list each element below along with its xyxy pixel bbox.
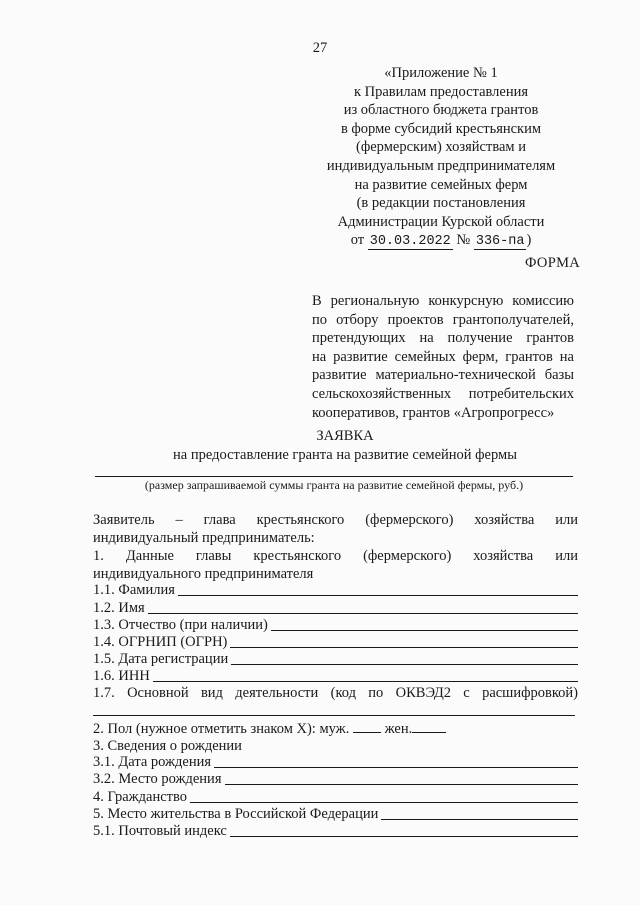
field-birth-date[interactable] [93,754,578,771]
field-blank[interactable] [148,612,578,614]
field-label: 1.2. Имя [93,600,145,616]
field-last-name[interactable] [93,582,578,599]
applicant-line-2: индивидуальный предприниматель: [93,530,315,546]
appendix-header [320,64,562,252]
header-line: в форме субсидий крестьянским [340,120,542,137]
field-blank[interactable] [190,801,578,803]
field-registration-date[interactable] [93,651,578,668]
field-label: 1.4. ОГРНИП (ОГРН) [93,634,228,650]
field-birth-place[interactable] [93,771,578,788]
header-line: Администрации Курской области [337,213,545,230]
field-ogrnip[interactable] [93,634,578,651]
grant-amount-caption: (размер запрашиваемой суммы гранта на развитие семейной фермы, руб.) [144,478,524,492]
field-blank[interactable] [231,663,578,665]
field-main-activity-label: 1.7. Основной вид деятельности (код по ОКВЭД2 с расшифровкой) [93,685,578,701]
field-label: 1.1. Фамилия [93,582,175,598]
field-postal-code[interactable] [93,823,578,840]
addressee-line: развитие материально-технической базы [312,367,574,384]
addressee-block [312,292,574,422]
document-subtitle: на предоставление гранта на развитие семейной фермы [173,447,517,463]
addressee-line: на развитие семейных ферм, грантов на [312,348,574,365]
header-line: на развитие семейных ферм [354,176,528,193]
header-line: к Правилам предоставления [353,83,529,100]
field-blank[interactable] [381,818,578,820]
field-blank[interactable] [178,594,578,596]
field-main-activity-blank[interactable] [93,715,575,716]
date-value: 30.03.2022 [369,234,451,250]
field-inn[interactable] [93,668,578,685]
header-line: (фермерским) хозяйствам и [356,139,526,156]
grant-amount-field[interactable] [95,476,573,477]
addressee-line: В региональную конкурсную комиссию [312,293,574,309]
document-title: ЗАЯВКА [316,428,374,444]
closing-paren: ) [526,232,532,249]
field-label: жен. [384,721,413,737]
addressee-line: кооперативов, грантов «Агропрогресс» [312,404,555,421]
field-label: 1.5. Дата регистрации [93,651,229,667]
field-blank[interactable] [271,629,578,631]
header-line: индивидуальным предпринимателям [326,157,556,174]
header-line: из областного бюджета грантов [343,102,539,119]
page-number: 27 [312,40,328,56]
gender-male-blank[interactable] [353,720,381,733]
field-label: 4. Гражданство [93,789,188,805]
section-1-line-2: индивидуального предпринимателя [93,566,314,582]
field-label: 1.3. Отчество (при наличии) [93,617,268,633]
field-gender [93,720,446,738]
form-label: ФОРМА [525,255,581,271]
field-label: 3.1. Дата рождения [93,754,212,770]
date-prefix: от [350,232,365,249]
field-blank[interactable] [153,680,578,682]
header-line: (в редакции постановления [356,195,526,212]
header-line: «Приложение № 1 [384,65,498,81]
field-label: 3.2. Место рождения [93,771,222,787]
field-blank[interactable] [225,783,579,785]
field-label: 2. Пол (нужное отметить знаком Х): муж. [93,721,350,737]
addressee-line: по отбору проектов грантополучателей, [312,311,574,328]
field-blank[interactable] [230,835,578,837]
field-blank[interactable] [230,646,578,648]
field-first-name[interactable] [93,600,578,617]
applicant-line-1: Заявитель – глава крестьянского (фермерского) хозяйства или [93,512,578,528]
gender-female-blank[interactable] [412,720,446,733]
section-birth-info: 3. Сведения о рождении [93,738,242,754]
field-label: 5. Место жительства в Российской Федерации [93,806,379,822]
number-value: 336-па [475,234,525,250]
field-label: 5.1. Почтовый индекс [93,823,227,839]
field-patronymic[interactable] [93,617,578,634]
addressee-line: сельскохозяйственных потребительских [312,385,574,402]
field-citizenship[interactable] [93,789,578,806]
field-blank[interactable] [214,766,578,768]
field-residence[interactable] [93,806,578,823]
header-date-line [320,231,562,252]
addressee-line: претендующих на получение грантов [312,330,574,347]
field-label: 1.6. ИНН [93,668,150,684]
number-sign: № [456,232,471,249]
section-1-line-1: 1. Данные главы крестьянского (фермерского) хозяйства или [93,548,578,564]
